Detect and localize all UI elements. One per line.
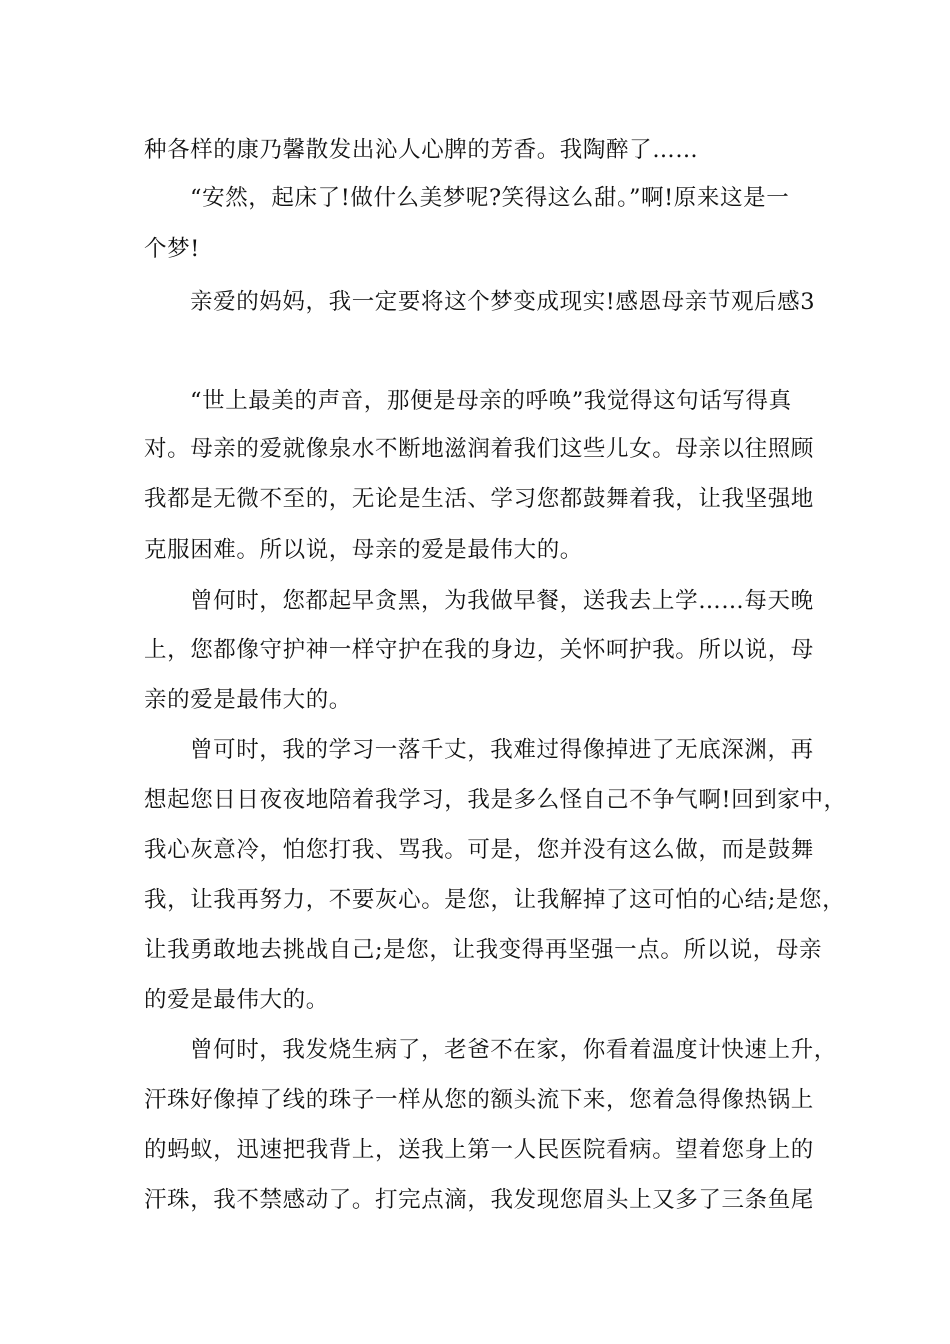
- text-line: 亲的爱是最伟大的。: [144, 687, 352, 713]
- text-line: 克服困难。所以说，母亲的爱是最伟大的。: [144, 537, 583, 563]
- text-line: 曾可时，我的学习一落千丈，我难过得像掉进了无底深渊，再: [190, 737, 814, 763]
- text-line: 汗珠好像掉了线的珠子一样从您的额头流下来，您着急得像热锅上: [144, 1087, 814, 1113]
- text-line: 曾何时，您都起早贪黑，为我做早餐，送我去上学……每天晚: [190, 588, 814, 614]
- text-line: 汗珠，我不禁感动了。打完点滴，我发现您眉头上又多了三条鱼尾: [144, 1187, 814, 1213]
- text-line: 上，您都像守护神一样守护在我的身边，关怀呵护我。所以说，母: [144, 637, 814, 663]
- text-line: 个梦!: [144, 236, 200, 262]
- text-line: 亲爱的妈妈，我一定要将这个梦变成现实!感恩母亲节观后感3: [190, 289, 816, 315]
- text-line: 我心灰意冷，怕您打我、骂我。可是，您并没有这么做，而是鼓舞: [144, 837, 814, 863]
- text-line: 的爱是最伟大的。: [144, 987, 329, 1013]
- text-line: 我都是无微不至的，无论是生活、学习您都鼓舞着我，让我坚强地: [144, 486, 814, 512]
- text-line: 我，让我再努力，不要灰心。是您，让我解掉了这可怕的心结;是您，: [144, 887, 846, 913]
- text-line: “世上最美的声音，那便是母亲的呼唤”我觉得这句话写得真: [190, 388, 792, 414]
- text-line: “安然，起床了!做什么美梦呢?笑得这么甜。”啊!原来这是一: [190, 185, 790, 211]
- text-line: 想起您日日夜夜地陪着我学习，我是多么怪自己不争气啊!回到家中，: [144, 787, 847, 813]
- text-line: 对。母亲的爱就像泉水不断地滋润着我们这些儿女。母亲以往照顾: [144, 436, 814, 462]
- text-line: 曾何时，我发烧生病了，老爸不在家，你看着温度计快速上升，: [190, 1037, 837, 1063]
- text-line: 让我勇敢地去挑战自己;是您，让我变得再坚强一点。所以说，母亲: [144, 937, 823, 963]
- text-line: 的蚂蚁，迅速把我背上，送我上第一人民医院看病。望着您身上的: [144, 1137, 814, 1163]
- text-line: 种各样的康乃馨散发出沁人心脾的芳香。我陶醉了……: [144, 137, 699, 163]
